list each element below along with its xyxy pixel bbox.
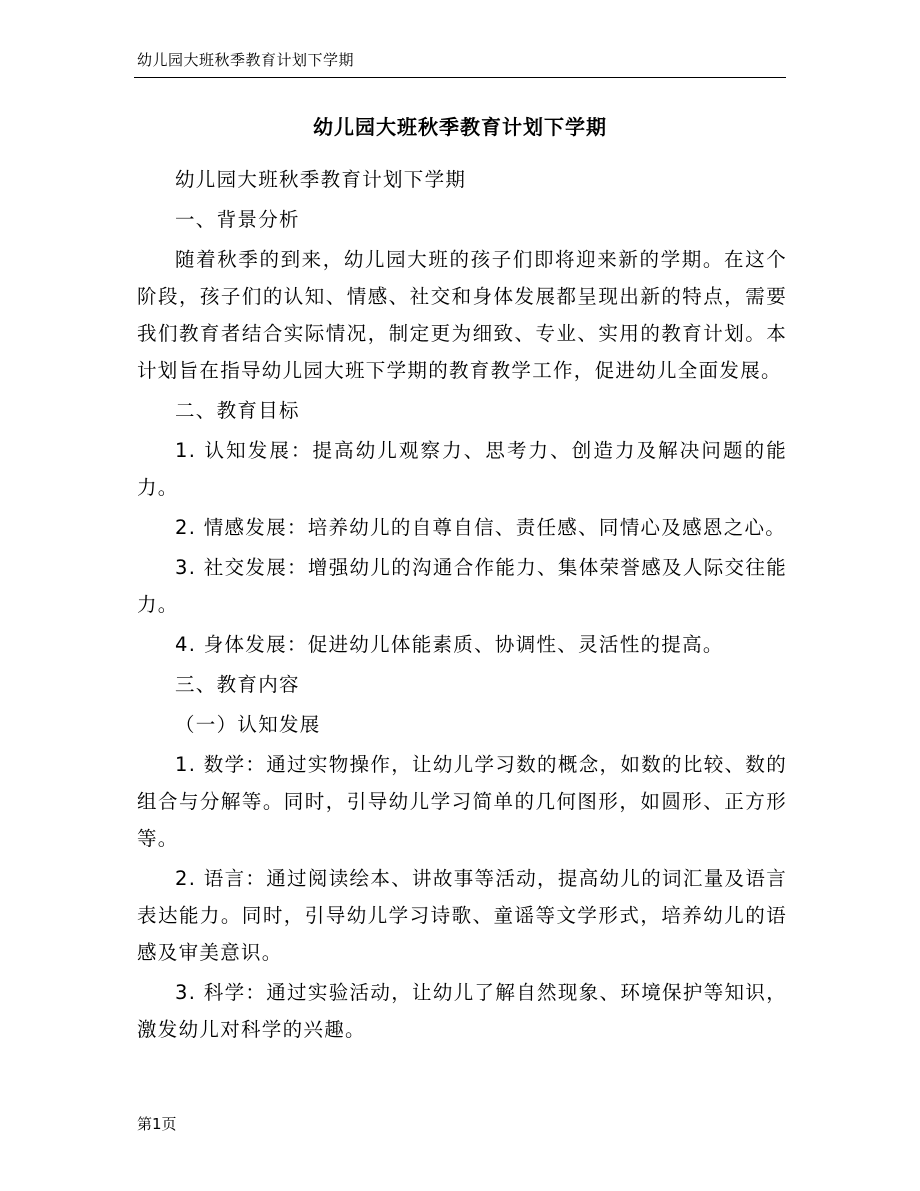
- subtitle-paragraph: 幼儿园大班秋季教育计划下学期: [175, 168, 467, 191]
- document-body: [137, 161, 787, 1051]
- content-item: 3. 科学：通过实验活动，让幼儿了解自然现象、环境保护等知识，激发幼儿对科学的兴趣。: [137, 981, 787, 1041]
- content-item: 1. 数学：通过实物操作，让幼儿学习数的概念，如数的比较、数的组合与分解等。同时，引导幼儿学习简单的几何图形，如圆形、正方形等。: [137, 753, 787, 850]
- content-item: 2. 语言：通过阅读绘本、讲故事等活动，提高幼儿的词汇量及语言表达能力。同时，引导幼儿学习诗歌、童谣等文学形式，培养幼儿的语感及审美意识。: [137, 867, 787, 964]
- running-header: 幼儿园大班秋季教育计划下学期: [137, 51, 355, 69]
- background-paragraph: 随着秋季的到来，幼儿园大班的孩子们即将迎来新的学期。在这个阶段，孩子们的认知、情感、社交和身体发展都呈现出新的特点，需要我们教育者结合实际情况，制定更为细致、专业、实用的教育计划。本计划旨在指导幼儿园大班下学期的教育教学工作，促进幼儿全面发展。: [137, 248, 787, 382]
- page-number: 第1页: [137, 1115, 177, 1133]
- document-title: 幼儿园大班秋季教育计划下学期: [313, 115, 607, 139]
- goal-item: 2. 情感发展：培养幼儿的自尊自信、责任感、同情心及感恩之心。: [175, 516, 787, 539]
- subsection-heading-cognitive: （一）认知发展: [175, 713, 321, 736]
- goal-item: 4. 身体发展：促进幼儿体能素质、协调性、灵活性的提高。: [175, 633, 724, 656]
- goal-item: 1. 认知发展：提高幼儿观察力、思考力、创造力及解决问题的能力。: [137, 439, 787, 499]
- goal-item: 3. 社交发展：增强幼儿的沟通合作能力、集体荣誉感及人际交往能力。: [137, 556, 787, 616]
- section-heading-background: 一、背景分析: [175, 208, 300, 231]
- header-divider: [134, 77, 786, 78]
- section-heading-content: 三、教育内容: [175, 673, 300, 696]
- section-heading-goals: 二、教育目标: [175, 399, 300, 422]
